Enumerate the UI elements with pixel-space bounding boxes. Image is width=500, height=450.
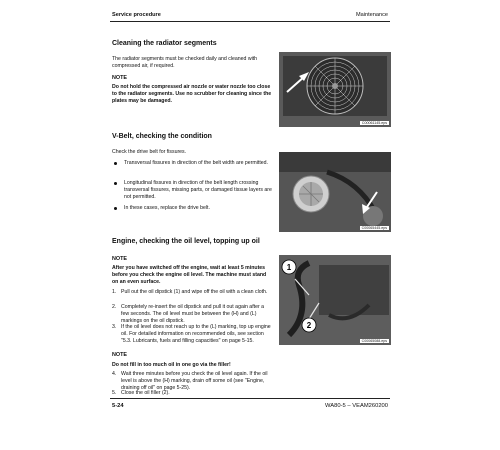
vbelt-bullet-text: In these cases, replace the drive belt.: [124, 205, 210, 211]
vbelt-photo: [279, 152, 391, 232]
radiator-photo-caption: C00061145.eps: [361, 121, 387, 125]
engine-note-text: After you have switched off the engine, wait at least 5 minutes before you check the engine oil level. The machine must stand on an even surface.: [112, 265, 267, 285]
step-number: 4.: [112, 371, 117, 377]
step-number: 5.: [112, 390, 117, 396]
engine-note-label: NOTE: [112, 256, 127, 262]
step-text: Close the oil filler (2).: [121, 390, 170, 396]
bullet-icon: [114, 182, 117, 185]
header-chapter-title: Maintenance: [355, 12, 388, 18]
step-text: Wait three minutes before you check the oil level again. If the oil level is above the (H) marking, drain off some oil (see "Engine, draining off oil" on page 5-25).: [121, 371, 268, 391]
bullet-icon: [114, 162, 117, 165]
callout-2-label: 2: [306, 321, 312, 330]
header-section-title: Service procedure: [112, 12, 161, 18]
radiator-photo: [279, 52, 391, 127]
section-heading-engine-oil: Engine, checking the oil level, topping up oil: [112, 238, 260, 245]
page-number: 5-24: [112, 403, 124, 409]
callout-1-label: 1: [286, 263, 292, 272]
alternator-illustration: [279, 152, 391, 232]
document-code: WA80-5 – VEAM260200: [325, 403, 388, 409]
step-text: If the oil level does not reach up to the (L) marking, top up engine oil. For detailed information on recommended oils, see section "5.3. Lubricants, fuels and filling capacities" on page 5-15.: [121, 324, 271, 344]
radiator-fan-illustration: [279, 52, 391, 127]
radiator-note-label: NOTE: [112, 75, 127, 81]
step-number: 3.: [112, 324, 117, 330]
section-heading-radiator: Cleaning the radiator segments: [112, 40, 217, 47]
section-heading-vbelt: V-Belt, checking the condition: [112, 133, 212, 140]
engine-note2-text: Do not fill in too much oil in one go via the filler!: [112, 362, 231, 368]
vbelt-bullet-text: Longitudinal fissures in direction of the belt length crossing transversal fissures, missing parts, or damaged tissue layers are not permitted.: [124, 180, 272, 200]
engine-dipstick-illustration: [279, 255, 391, 345]
step-number: 1.: [112, 289, 117, 295]
step-text: Pull out the oil dipstick (1) and wipe off the oil with a clean cloth.: [121, 289, 268, 295]
radiator-body-text: The radiator segments must be checked daily and cleaned with compressed air, if required.: [112, 56, 258, 69]
vbelt-intro-text: Check the drive belt for fissures.: [112, 149, 187, 155]
footer-divider: [110, 398, 390, 399]
vbelt-photo-caption: C00065445.eps: [361, 226, 387, 230]
step-text: Completely re-insert the oil dipstick and pull it out again after a few seconds. The oil level must be between the (H) and (L) markings on the oil dipstick.: [121, 304, 265, 324]
vbelt-bullet-text: Transversal fissures in direction of the belt width are permitted.: [124, 160, 268, 166]
bullet-icon: [114, 207, 117, 210]
radiator-note-text: Do not hold the compressed air nozzle or water nozzle too close to the radiator segments. Use no scrubber for cleaning since the plates may be damaged.: [112, 84, 272, 104]
engine-photo-caption: C00065088.eps: [361, 339, 387, 343]
step-number: 2.: [112, 304, 117, 310]
engine-note2-label: NOTE: [112, 352, 127, 358]
header-divider: [110, 21, 390, 22]
engine-oil-photo: [279, 255, 391, 345]
